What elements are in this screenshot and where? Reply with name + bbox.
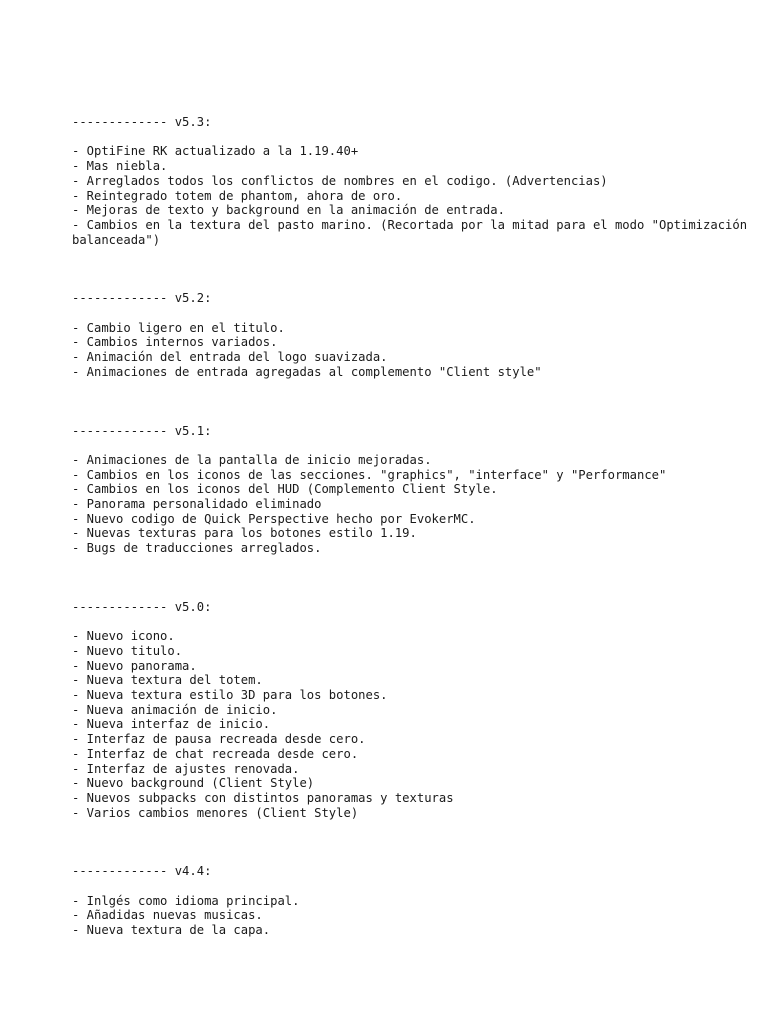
change-list	[72, 144, 755, 247]
changelog-section-v4-4	[72, 864, 752, 938]
change-item: - Interfaz de pausa recreada desde cero.	[72, 732, 366, 747]
change-list	[72, 629, 752, 820]
change-item: - Animaciones de la pantalla de inicio mejoradas.	[72, 452, 432, 467]
change-item: - Animación del entrada del logo suavizada.	[72, 350, 388, 365]
change-item: - Cambios en la textura del pasto marino. (Recortada por la mitad para el modo "Optimización balanceada")	[72, 217, 755, 247]
changelog-section-v5-1	[72, 424, 752, 556]
change-item: - Nuevos subpacks con distintos panoramas y texturas	[72, 790, 454, 805]
change-item: - Añadidas nuevas musicas.	[72, 908, 263, 923]
change-item: - Cambios en los iconos del HUD (Complemento Client Style.	[72, 482, 498, 497]
change-item: - Nueva interfaz de inicio.	[72, 717, 271, 732]
changelog-document	[72, 115, 755, 938]
change-item: - Reintegrado totem de phantom, ahora de oro.	[72, 188, 403, 203]
change-item: - Cambio ligero en el titulo.	[72, 320, 285, 335]
change-item: - Panorama personalidado eliminado	[72, 497, 322, 512]
change-item: - Nuevo titulo.	[72, 643, 183, 658]
change-item: - Nueva textura del totem.	[72, 673, 263, 688]
change-item: - Nueva textura de la capa.	[72, 923, 271, 938]
change-item: - Nuevo icono.	[72, 629, 175, 644]
change-item: - Interfaz de ajustes renovada.	[72, 761, 300, 776]
version-header: ------------- v5.2:	[72, 291, 212, 306]
change-item: - Nuevo codigo de Quick Perspective hecho por EvokerMC.	[72, 511, 476, 526]
change-item: - OptiFine RK actualizado a la 1.19.40+	[72, 144, 359, 159]
change-item: - Nuevas texturas para los botones estilo 1.19.	[72, 526, 417, 541]
change-item: - Mas niebla.	[72, 159, 168, 174]
change-item: - Varios cambios menores (Client Style)	[72, 805, 359, 820]
change-list	[72, 453, 752, 556]
change-item: - Mejoras de texto y background en la animación de entrada.	[72, 203, 505, 218]
change-item: - Cambios internos variados.	[72, 335, 278, 350]
change-item: - Inlgés como idioma principal.	[72, 893, 300, 908]
change-item: - Arreglados todos los conflictos de nombres en el codigo. (Advertencias)	[72, 173, 608, 188]
version-header: ------------- v5.1:	[72, 423, 212, 438]
changelog-section-v5-2	[72, 291, 752, 379]
change-item: - Bugs de traducciones arreglados.	[72, 541, 322, 556]
changelog-section-v5-3	[72, 115, 755, 247]
changelog-section-v5-0	[72, 600, 752, 821]
version-header: ------------- v4.4:	[72, 864, 212, 879]
change-item: - Nueva textura estilo 3D para los botones.	[72, 688, 388, 703]
change-item: - Interfaz de chat recreada desde cero.	[72, 746, 359, 761]
version-header: ------------- v5.3:	[72, 115, 212, 129]
change-item: - Nueva animación de inicio.	[72, 702, 278, 717]
change-list	[72, 894, 752, 938]
change-item: - Nuevo background (Client Style)	[72, 776, 315, 791]
change-item: - Nuevo panorama.	[72, 658, 197, 673]
change-item: - Animaciones de entrada agregadas al complemento "Client style"	[72, 364, 542, 379]
change-item: - Cambios en los iconos de las secciones. "graphics", "interface" y "Performance"	[72, 467, 667, 482]
version-header: ------------- v5.0:	[72, 599, 212, 614]
change-list	[72, 321, 752, 380]
